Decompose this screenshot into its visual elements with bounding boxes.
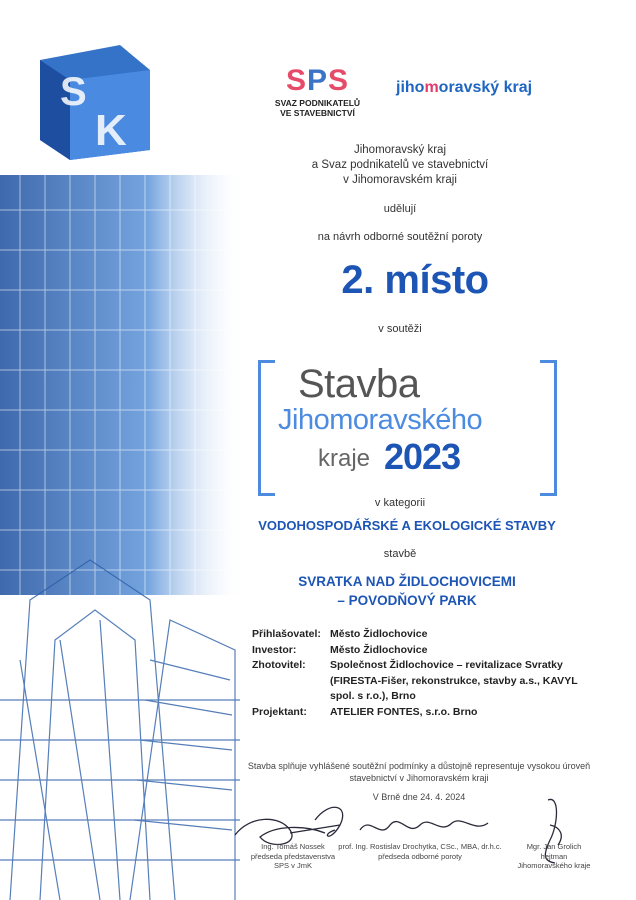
detail-row: Přihlašovatel: Město Židlochovice	[252, 628, 428, 640]
detail-row: Investor: Město Židlochovice	[252, 643, 428, 656]
issuer-text: Jihomoravský kraj a Svaz podnikatelů ve stavebnictví v Jihomoravském kraji	[311, 144, 489, 186]
detail-row: Projektant: ATELIER FONTES, s.r.o. Brno	[252, 705, 478, 718]
place-title: 2. místo	[341, 258, 489, 302]
signatory-grolich: Mgr. Jan Grolich hejtman Jihomoravského kraje	[517, 842, 591, 870]
jury-label: na návrh odborné soutěžní poroty	[317, 231, 483, 243]
right-bracket	[540, 360, 557, 496]
contest-word-jihomoravskeho: Jihomoravského	[278, 404, 483, 436]
building-label: stavbě	[383, 548, 417, 560]
category-label: v kategorii	[374, 497, 426, 509]
contest-label: v soutěži	[378, 323, 422, 335]
issue-date: V Brně dne 24. 4. 2024	[372, 792, 466, 802]
building-artwork	[0, 0, 260, 900]
project-details	[252, 627, 582, 720]
awards-label: udělují	[383, 203, 417, 215]
contest-word-stavba: Stavba	[298, 362, 420, 406]
signatory-nossek: Ing. Tomáš Nossek předseda představenstva SPS v JmK	[250, 842, 336, 870]
detail-row: Zhotovitel: Společnost Židlochovice – revitalizace Svratky (FIRESTA-Fišer, rekonstrukce, stavby a.s., KAVYL spol. s r.o.), Brno	[252, 659, 578, 702]
sps-logo-subtitle: SVAZ PODNIKATELŮ VE STAVEBNICTVÍ	[274, 98, 361, 118]
signatory-drochytka: prof. Ing. Rostislav Drochytka, CSc., MBA, dr.h.c. předseda odborné poroty	[338, 842, 502, 861]
sps-logo	[270, 66, 365, 118]
category-title: VODOHOSPODÁŘSKÉ A EKOLOGICKÉ STAVBY	[258, 518, 556, 533]
contest-word-kraje: kraje	[318, 445, 371, 472]
sps-logo-letters: SPS	[285, 64, 350, 97]
contest-year: 2023	[384, 436, 461, 477]
jmk-logo: jihomoravský kraj	[396, 79, 533, 96]
building-title: SVRATKA NAD ŽIDLOCHOVICEMI – POVODŇOVÝ PARK	[298, 574, 516, 608]
svg-text:S: S	[60, 70, 87, 114]
left-bracket	[258, 360, 275, 496]
statement-text: Stavba splňuje vyhlášené soutěžní podmínky a důstojně representuje vysokou úroveň stavebnictví v Jihomoravském kraji	[247, 761, 591, 783]
svg-text:K: K	[95, 106, 127, 155]
